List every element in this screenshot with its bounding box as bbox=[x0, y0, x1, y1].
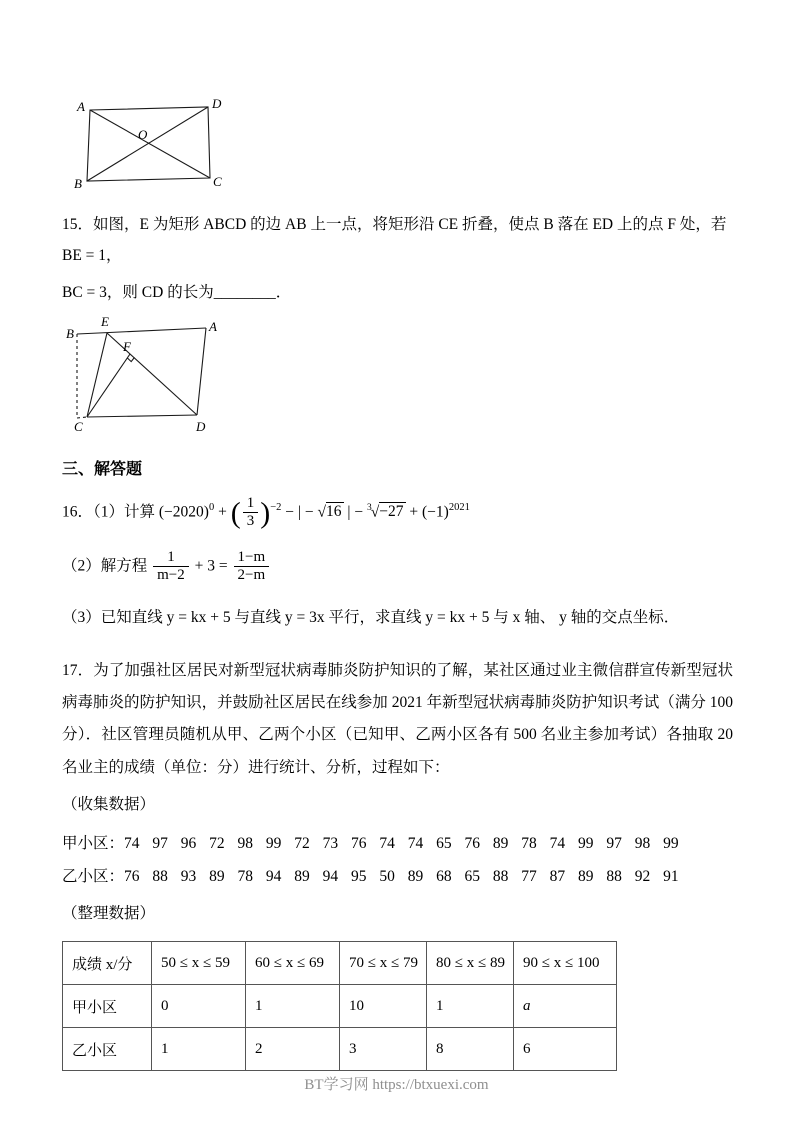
table-header-cell: 50 ≤ x ≤ 59 bbox=[152, 942, 246, 985]
scores-values-yi: 76 88 93 89 78 94 89 94 95 50 89 68 65 88 77 87 89 88 92 91 bbox=[124, 867, 679, 885]
table-cell: 10 bbox=[340, 985, 427, 1028]
fraction bbox=[243, 495, 259, 531]
table-cell: 0 bbox=[152, 985, 246, 1028]
question-15-line-2: BC = 3，则 CD 的长为________． bbox=[62, 284, 292, 301]
table-header-cell: 80 ≤ x ≤ 89 bbox=[427, 942, 514, 985]
segment-ed bbox=[107, 333, 197, 415]
table-row bbox=[63, 1028, 617, 1071]
table-cell: 1 bbox=[152, 1028, 246, 1071]
close-paren: ) bbox=[260, 496, 271, 530]
root-index: 3 bbox=[366, 503, 372, 514]
question-16-part-1 bbox=[62, 495, 733, 531]
right-angle-mark bbox=[128, 357, 135, 361]
table-cell: 8 bbox=[427, 1028, 514, 1071]
label-a: A bbox=[209, 319, 217, 334]
edge-ba bbox=[77, 328, 206, 334]
table-row bbox=[63, 985, 617, 1028]
dashed-bottom-corner bbox=[77, 417, 87, 418]
table-row-label: 乙小区 bbox=[63, 1028, 152, 1071]
figure-rectangle-with-diagonals bbox=[74, 96, 224, 191]
math-token: + (−1) bbox=[405, 503, 449, 521]
math-token: + 3 = bbox=[190, 556, 232, 574]
scores-line-yi bbox=[62, 861, 733, 894]
question-15-line-1: 15．如图，E 为矩形 ABCD 的边 AB 上一点，将矩形沿 CE 折叠，使点 B 落在 ED 上的点 F 处，若 BE = 1， bbox=[62, 216, 727, 264]
fraction-denominator: 3 bbox=[246, 513, 255, 530]
question-16-part-3: （3）已知直线 y = kx + 5 与直线 y = 3x 平行，求直线 y = kx + 5 与 x 轴、 y 轴的交点坐标． bbox=[62, 609, 680, 626]
scores-label-jia: 甲小区： bbox=[62, 835, 125, 853]
table-cell: 1 bbox=[246, 985, 340, 1028]
math-token: + bbox=[214, 503, 231, 521]
fraction-numerator: 1−m bbox=[234, 549, 270, 567]
label-a: A bbox=[77, 99, 85, 114]
label-d: D bbox=[196, 419, 206, 434]
score-frequency-table bbox=[62, 941, 617, 1071]
math-token: (−2020) bbox=[158, 503, 209, 521]
edge-cd bbox=[87, 415, 197, 417]
table-cell: a bbox=[514, 985, 617, 1028]
math-prefix: （2）解方程 bbox=[62, 556, 152, 574]
segment-ce bbox=[87, 333, 107, 417]
figure-folded-rectangle bbox=[66, 314, 218, 434]
fraction-denominator: 2−m bbox=[237, 566, 266, 583]
fraction-numerator: 1 bbox=[243, 495, 259, 513]
label-b: B bbox=[66, 326, 74, 341]
label-d: D bbox=[212, 96, 222, 111]
table-row-label: 甲小区 bbox=[63, 985, 152, 1028]
label-o: O bbox=[138, 127, 148, 142]
collect-data-label: （收集数据） bbox=[62, 795, 156, 813]
radical-sign: √ bbox=[317, 503, 326, 521]
radical-sign: √ bbox=[370, 503, 380, 521]
footer-credit: BT学习网 https://btxuexi.com bbox=[304, 1077, 489, 1093]
scores-values-jia: 74 97 96 72 98 99 72 73 76 74 74 65 76 89 78 74 99 97 98 99 bbox=[124, 835, 679, 853]
label-b: B bbox=[74, 176, 82, 191]
radicand: 16 bbox=[326, 503, 342, 521]
table-header-cell: 成绩 x/分 bbox=[63, 942, 152, 985]
table-cell: 1 bbox=[427, 985, 514, 1028]
table-cell: 3 bbox=[340, 1028, 427, 1071]
table-header-cell: 70 ≤ x ≤ 79 bbox=[340, 942, 427, 985]
label-c: C bbox=[74, 419, 83, 434]
scores-line-jia bbox=[62, 828, 733, 861]
math-prefix: 16．（1）计算 bbox=[62, 503, 159, 521]
fraction-numerator: 1 bbox=[153, 549, 189, 567]
table-cell: 2 bbox=[246, 1028, 340, 1071]
table-header-cell: 60 ≤ x ≤ 69 bbox=[246, 942, 340, 985]
math-exponent: 0 bbox=[208, 502, 215, 514]
question-17-text: 17．为了加强社区居民对新型冠状病毒肺炎防护知识的了解，某社区通过业主微信群宣传新型冠状病毒肺炎的防护知识，并鼓励社区居民在线参加 2021 年新型冠状病毒肺炎防护知识考试（满分 100 分）．社区管理员随机从甲、乙两个小区（已知甲、乙两小区各有 500 名业主参加考试）各抽取 20 名业主的成绩（单位：分）进行统计、分析，过程如下： bbox=[62, 662, 733, 776]
fraction-denominator: m−2 bbox=[157, 566, 185, 583]
scores-label-yi: 乙小区： bbox=[62, 867, 125, 885]
math-token: − | − bbox=[281, 503, 318, 521]
radicand: −27 bbox=[379, 503, 404, 521]
organize-data-label: （整理数据） bbox=[62, 905, 156, 923]
table-header-cell: 90 ≤ x ≤ 100 bbox=[514, 942, 617, 985]
edge-ad bbox=[197, 328, 206, 415]
math-exponent: 2021 bbox=[448, 502, 470, 514]
label-e: E bbox=[101, 314, 109, 329]
label-c: C bbox=[213, 174, 222, 189]
open-paren: ( bbox=[230, 496, 241, 530]
table-cell: 6 bbox=[514, 1028, 617, 1071]
section-header-3: 三、解答题 bbox=[62, 461, 143, 478]
label-f: F bbox=[123, 339, 131, 354]
question-16-part-2 bbox=[62, 549, 733, 585]
table-header-row bbox=[63, 942, 617, 985]
fraction bbox=[153, 549, 189, 585]
math-exponent: −2 bbox=[270, 502, 282, 514]
math-token: | − bbox=[343, 503, 367, 521]
fraction bbox=[234, 549, 270, 585]
segment-cf bbox=[87, 354, 130, 417]
